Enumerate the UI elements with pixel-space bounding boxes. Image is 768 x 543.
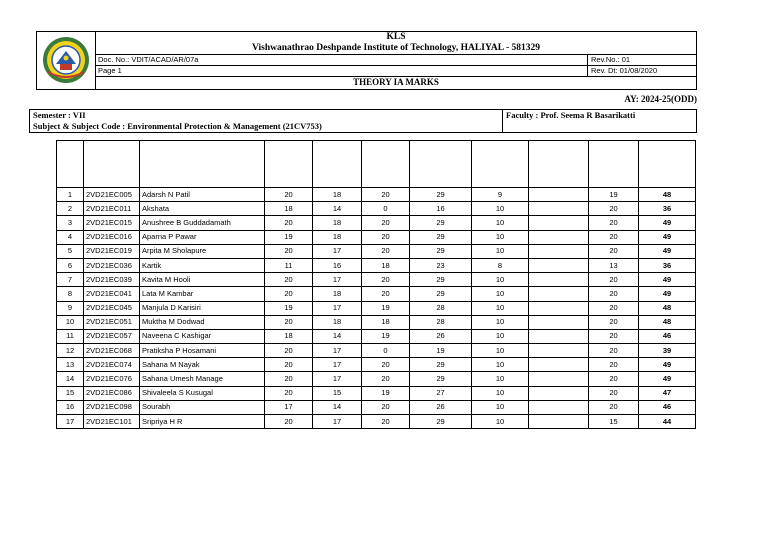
- mark-cell: 20: [362, 358, 410, 372]
- usn-cell: 2VD21EC039: [84, 273, 140, 287]
- mark-cell: 18: [313, 216, 362, 230]
- faculty-label: Faculty : Prof. Seema R Basarikatti: [506, 110, 636, 120]
- student-name-cell: Adarsh N Patil: [140, 188, 265, 202]
- header-cell: [57, 141, 84, 188]
- header-cell: [410, 141, 472, 188]
- table-row: [57, 244, 696, 258]
- mark-cell: 20: [589, 301, 639, 315]
- mark-cell: 29: [410, 273, 472, 287]
- mark-cell: 10: [472, 315, 529, 329]
- doc-number: Doc. No.: VDIT/ACAD/AR/07a: [98, 55, 199, 64]
- institute-name: Vishwanathrao Deshpande Institute of Technology, HALIYAL - 581329: [251, 43, 541, 53]
- student-name-cell: Aparna P Pawar: [140, 230, 265, 244]
- table-row: [57, 230, 696, 244]
- mark-cell: 20: [265, 216, 313, 230]
- table-row: [57, 386, 696, 400]
- mark-cell: 29: [410, 372, 472, 386]
- mark-cell: 17: [313, 415, 362, 429]
- total-mark-cell: 48: [639, 188, 696, 202]
- serial-number-cell: 14: [57, 372, 84, 386]
- usn-cell: 2VD21EC041: [84, 287, 140, 301]
- mark-cell: 20: [362, 415, 410, 429]
- mark-cell: 20: [589, 386, 639, 400]
- table-row: [57, 315, 696, 329]
- mark-cell: 20: [589, 216, 639, 230]
- total-mark-cell: 46: [639, 329, 696, 343]
- usn-cell: 2VD21EC005: [84, 188, 140, 202]
- mark-cell: 16: [313, 258, 362, 272]
- usn-cell: 2VD21EC016: [84, 230, 140, 244]
- usn-cell: 2VD21EC076: [84, 372, 140, 386]
- mark-cell: 20: [362, 230, 410, 244]
- mark-cell: 14: [313, 202, 362, 216]
- mark-cell: 20: [589, 244, 639, 258]
- mark-cell: 29: [410, 230, 472, 244]
- mark-cell: [529, 415, 589, 429]
- mark-cell: 20: [589, 372, 639, 386]
- mark-cell: [529, 344, 589, 358]
- revision-date: Rev. Dt: 01/08/2020: [591, 66, 658, 75]
- mark-cell: 10: [472, 216, 529, 230]
- total-mark-cell: 49: [639, 244, 696, 258]
- mark-cell: 10: [472, 244, 529, 258]
- table-header-row: [57, 141, 696, 188]
- student-name-cell: Muktha M Dodwad: [140, 315, 265, 329]
- serial-number-cell: 17: [57, 415, 84, 429]
- mark-cell: 19: [410, 344, 472, 358]
- header-cell: [265, 141, 313, 188]
- mark-cell: 18: [313, 188, 362, 202]
- mark-cell: 29: [410, 415, 472, 429]
- subject-label: Subject & Subject Code : Environmental Protection & Management (21CV753): [33, 121, 322, 131]
- mark-cell: [529, 372, 589, 386]
- usn-cell: 2VD21EC068: [84, 344, 140, 358]
- serial-number-cell: 7: [57, 273, 84, 287]
- student-name-cell: Akshata: [140, 202, 265, 216]
- mark-cell: 17: [265, 400, 313, 414]
- mark-cell: 20: [265, 273, 313, 287]
- mark-cell: 18: [362, 315, 410, 329]
- academic-year: AY: 2024-25(ODD): [624, 94, 697, 104]
- mark-cell: 19: [362, 329, 410, 343]
- mark-cell: 20: [589, 344, 639, 358]
- table-row: [57, 400, 696, 414]
- serial-number-cell: 4: [57, 230, 84, 244]
- document-header: [36, 31, 697, 90]
- mark-cell: 29: [410, 188, 472, 202]
- mark-cell: 18: [265, 202, 313, 216]
- total-mark-cell: 36: [639, 258, 696, 272]
- mark-cell: 8: [472, 258, 529, 272]
- mark-cell: [529, 400, 589, 414]
- mark-cell: 20: [589, 329, 639, 343]
- mark-cell: 10: [472, 287, 529, 301]
- header-cell: [313, 141, 362, 188]
- table-row: [57, 188, 696, 202]
- mark-cell: 20: [362, 244, 410, 258]
- serial-number-cell: 12: [57, 344, 84, 358]
- semester-label: Semester : VII: [33, 110, 86, 120]
- mark-cell: 14: [313, 329, 362, 343]
- mark-cell: 23: [410, 258, 472, 272]
- mark-cell: 20: [265, 315, 313, 329]
- total-mark-cell: 48: [639, 315, 696, 329]
- mark-cell: 20: [589, 230, 639, 244]
- mark-cell: [529, 329, 589, 343]
- usn-cell: 2VD21EC051: [84, 315, 140, 329]
- table-row: [57, 329, 696, 343]
- serial-number-cell: 6: [57, 258, 84, 272]
- student-name-cell: Manjula D Karisiri: [140, 301, 265, 315]
- mark-cell: 10: [472, 358, 529, 372]
- mark-cell: 20: [589, 202, 639, 216]
- course-info-divider: [502, 110, 503, 132]
- serial-number-cell: 1: [57, 188, 84, 202]
- mark-cell: 10: [472, 372, 529, 386]
- mark-cell: 0: [362, 344, 410, 358]
- serial-number-cell: 16: [57, 400, 84, 414]
- table-row: [57, 258, 696, 272]
- total-mark-cell: 48: [639, 301, 696, 315]
- student-name-cell: Lata M Kambar: [140, 287, 265, 301]
- mark-cell: 20: [265, 344, 313, 358]
- mark-cell: 17: [313, 273, 362, 287]
- mark-cell: 0: [362, 202, 410, 216]
- mark-cell: 18: [313, 287, 362, 301]
- mark-cell: 20: [265, 415, 313, 429]
- student-name-cell: Sahana M Nayak: [140, 358, 265, 372]
- mark-cell: 16: [410, 202, 472, 216]
- student-name-cell: Sahana Umesh Manage: [140, 372, 265, 386]
- usn-cell: 2VD21EC045: [84, 301, 140, 315]
- mark-cell: 10: [472, 415, 529, 429]
- table-row: [57, 202, 696, 216]
- mark-cell: 20: [589, 315, 639, 329]
- mark-cell: 20: [265, 244, 313, 258]
- mark-cell: 15: [313, 386, 362, 400]
- header-cell: [639, 141, 696, 188]
- mark-cell: 18: [265, 329, 313, 343]
- serial-number-cell: 10: [57, 315, 84, 329]
- mark-cell: [529, 216, 589, 230]
- header-divider: [587, 54, 588, 76]
- mark-cell: [529, 230, 589, 244]
- mark-cell: 10: [472, 400, 529, 414]
- mark-cell: [529, 386, 589, 400]
- revision-number: Rev.No.: 01: [591, 55, 631, 64]
- mark-cell: 17: [313, 244, 362, 258]
- institute-logo-icon: [42, 36, 90, 84]
- usn-cell: 2VD21EC101: [84, 415, 140, 429]
- mark-cell: 29: [410, 216, 472, 230]
- total-mark-cell: 49: [639, 216, 696, 230]
- mark-cell: 20: [589, 287, 639, 301]
- mark-cell: 18: [313, 230, 362, 244]
- mark-cell: 26: [410, 329, 472, 343]
- table-row: [57, 216, 696, 230]
- usn-cell: 2VD21EC098: [84, 400, 140, 414]
- mark-cell: 20: [362, 188, 410, 202]
- total-mark-cell: 47: [639, 386, 696, 400]
- student-name-cell: Kartik: [140, 258, 265, 272]
- mark-cell: 28: [410, 315, 472, 329]
- total-mark-cell: 49: [639, 287, 696, 301]
- mark-cell: 14: [313, 400, 362, 414]
- total-mark-cell: 49: [639, 372, 696, 386]
- student-name-cell: Shivaleela S Kusugal: [140, 386, 265, 400]
- mark-cell: 20: [362, 400, 410, 414]
- course-info-box: [29, 109, 697, 133]
- mark-cell: [529, 244, 589, 258]
- usn-cell: 2VD21EC015: [84, 216, 140, 230]
- mark-cell: 19: [589, 188, 639, 202]
- serial-number-cell: 15: [57, 386, 84, 400]
- student-name-cell: Arpita M Sholapure: [140, 244, 265, 258]
- page-number: Page 1: [98, 66, 122, 75]
- mark-cell: 26: [410, 400, 472, 414]
- marks-table: [56, 140, 696, 429]
- student-name-cell: Kavita M Hooli: [140, 273, 265, 287]
- mark-cell: 20: [265, 386, 313, 400]
- mark-cell: [529, 287, 589, 301]
- mark-cell: [529, 188, 589, 202]
- mark-cell: [529, 273, 589, 287]
- mark-cell: 20: [362, 216, 410, 230]
- org-name: KLS: [386, 32, 406, 42]
- mark-cell: [529, 358, 589, 372]
- student-name-cell: Anushree B Guddadamath: [140, 216, 265, 230]
- mark-cell: 20: [589, 400, 639, 414]
- mark-cell: 20: [265, 372, 313, 386]
- student-name-cell: Naveena C Kashigar: [140, 329, 265, 343]
- document-title: THEORY IA MARKS: [353, 77, 439, 87]
- total-mark-cell: 36: [639, 202, 696, 216]
- header-cell: [362, 141, 410, 188]
- mark-cell: 27: [410, 386, 472, 400]
- mark-cell: 20: [265, 188, 313, 202]
- serial-number-cell: 3: [57, 216, 84, 230]
- total-mark-cell: 49: [639, 230, 696, 244]
- mark-cell: 20: [362, 287, 410, 301]
- student-name-cell: Pratiksha P Hosamani: [140, 344, 265, 358]
- mark-cell: 10: [472, 301, 529, 315]
- mark-cell: 17: [313, 358, 362, 372]
- table-row: [57, 415, 696, 429]
- table-row: [57, 344, 696, 358]
- mark-cell: 20: [589, 358, 639, 372]
- mark-cell: 17: [313, 301, 362, 315]
- mark-cell: 11: [265, 258, 313, 272]
- mark-cell: 10: [472, 344, 529, 358]
- mark-cell: 19: [265, 301, 313, 315]
- mark-cell: 20: [589, 273, 639, 287]
- mark-cell: 17: [313, 344, 362, 358]
- mark-cell: 28: [410, 301, 472, 315]
- mark-cell: 9: [472, 188, 529, 202]
- mark-cell: 19: [362, 386, 410, 400]
- mark-cell: 20: [265, 358, 313, 372]
- usn-cell: 2VD21EC057: [84, 329, 140, 343]
- total-mark-cell: 39: [639, 344, 696, 358]
- mark-cell: 20: [362, 273, 410, 287]
- total-mark-cell: 49: [639, 273, 696, 287]
- usn-cell: 2VD21EC036: [84, 258, 140, 272]
- header-cell: [529, 141, 589, 188]
- serial-number-cell: 8: [57, 287, 84, 301]
- table-row: [57, 358, 696, 372]
- mark-cell: 10: [472, 230, 529, 244]
- serial-number-cell: 9: [57, 301, 84, 315]
- serial-number-cell: 11: [57, 329, 84, 343]
- logo-cell: [37, 32, 96, 89]
- student-name-cell: Sripriya H R: [140, 415, 265, 429]
- total-mark-cell: 49: [639, 358, 696, 372]
- header-cell: [472, 141, 529, 188]
- mark-cell: 10: [472, 329, 529, 343]
- student-name-cell: Sourabh: [140, 400, 265, 414]
- mark-cell: 15: [589, 415, 639, 429]
- mark-cell: 20: [362, 372, 410, 386]
- marks-table-body: [57, 188, 696, 429]
- mark-cell: [529, 202, 589, 216]
- mark-cell: 17: [313, 372, 362, 386]
- mark-cell: [529, 315, 589, 329]
- total-mark-cell: 44: [639, 415, 696, 429]
- serial-number-cell: 13: [57, 358, 84, 372]
- usn-cell: 2VD21EC086: [84, 386, 140, 400]
- mark-cell: 29: [410, 244, 472, 258]
- table-row: [57, 301, 696, 315]
- mark-cell: 13: [589, 258, 639, 272]
- total-mark-cell: 46: [639, 400, 696, 414]
- mark-cell: 19: [362, 301, 410, 315]
- mark-cell: 29: [410, 287, 472, 301]
- header-cell: [140, 141, 265, 188]
- table-row: [57, 273, 696, 287]
- table-row: [57, 287, 696, 301]
- mark-cell: 10: [472, 386, 529, 400]
- mark-cell: 10: [472, 273, 529, 287]
- mark-cell: [529, 258, 589, 272]
- mark-cell: 10: [472, 202, 529, 216]
- mark-cell: 18: [362, 258, 410, 272]
- usn-cell: 2VD21EC074: [84, 358, 140, 372]
- mark-cell: [529, 301, 589, 315]
- header-cell: [84, 141, 140, 188]
- table-row: [57, 372, 696, 386]
- mark-cell: 20: [265, 287, 313, 301]
- mark-cell: 19: [265, 230, 313, 244]
- header-cell: [589, 141, 639, 188]
- serial-number-cell: 2: [57, 202, 84, 216]
- usn-cell: 2VD21EC011: [84, 202, 140, 216]
- mark-cell: 18: [313, 315, 362, 329]
- mark-cell: 29: [410, 358, 472, 372]
- serial-number-cell: 5: [57, 244, 84, 258]
- usn-cell: 2VD21EC019: [84, 244, 140, 258]
